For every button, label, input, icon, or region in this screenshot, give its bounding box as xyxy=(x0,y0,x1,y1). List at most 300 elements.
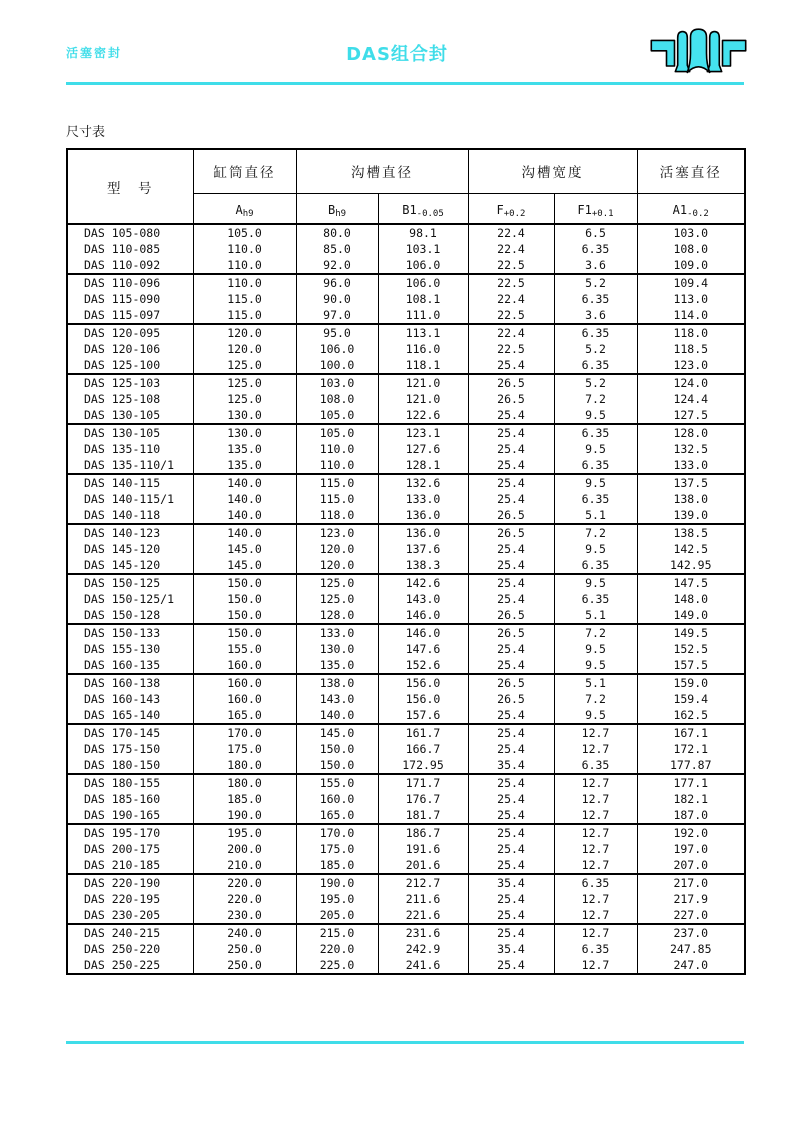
value-cell: 6.35 xyxy=(554,357,637,374)
value-cell: 6.5 xyxy=(554,224,637,241)
value-cell: 175.0 xyxy=(193,741,296,757)
value-cell: 106.0 xyxy=(378,257,468,274)
value-cell: 182.1 xyxy=(637,791,745,807)
value-cell: 25.4 xyxy=(468,807,554,824)
value-cell: 108.0 xyxy=(637,241,745,257)
value-cell: 3.6 xyxy=(554,307,637,324)
table-row xyxy=(67,541,745,557)
value-cell: 145.0 xyxy=(193,541,296,557)
value-cell: 156.0 xyxy=(378,674,468,691)
value-cell: 187.0 xyxy=(637,807,745,824)
table-head xyxy=(67,149,745,224)
value-cell: 186.7 xyxy=(378,824,468,841)
value-cell: 138.3 xyxy=(378,557,468,574)
model-cell: DAS 110-096 xyxy=(67,274,193,291)
sub-header-B xyxy=(296,193,378,224)
table-row xyxy=(67,857,745,874)
value-cell: 9.5 xyxy=(554,407,637,424)
table-row xyxy=(67,757,745,774)
symbol-A1: A1 xyxy=(672,202,688,217)
value-cell: 115.0 xyxy=(296,491,378,507)
col-header-groove-width: 沟槽宽度 xyxy=(468,149,637,193)
value-cell: 5.1 xyxy=(554,674,637,691)
value-cell: 110.0 xyxy=(193,257,296,274)
row-group xyxy=(67,774,745,824)
value-cell: 108.0 xyxy=(296,391,378,407)
value-cell: 85.0 xyxy=(296,241,378,257)
value-cell: 250.0 xyxy=(193,957,296,974)
value-cell: 152.5 xyxy=(637,641,745,657)
value-cell: 165.0 xyxy=(193,707,296,724)
logo-right-flange xyxy=(723,40,746,66)
value-cell: 25.4 xyxy=(468,857,554,874)
value-cell: 9.5 xyxy=(554,574,637,591)
value-cell: 221.6 xyxy=(378,907,468,924)
model-cell: DAS 250-225 xyxy=(67,957,193,974)
value-cell: 110.0 xyxy=(296,441,378,457)
value-cell: 212.7 xyxy=(378,874,468,891)
value-cell: 191.6 xyxy=(378,841,468,857)
value-cell: 177.87 xyxy=(637,757,745,774)
value-cell: 110.0 xyxy=(193,274,296,291)
value-cell: 142.5 xyxy=(637,541,745,557)
value-cell: 26.5 xyxy=(468,624,554,641)
value-cell: 138.0 xyxy=(637,491,745,507)
value-cell: 123.1 xyxy=(378,424,468,441)
value-cell: 9.5 xyxy=(554,707,637,724)
value-cell: 110.0 xyxy=(193,241,296,257)
value-cell: 181.7 xyxy=(378,807,468,824)
model-cell: DAS 140-115/1 xyxy=(67,491,193,507)
table-row xyxy=(67,524,745,541)
header-category-label: 活塞密封 xyxy=(66,46,123,60)
table-header-row-1 xyxy=(67,149,745,193)
value-cell: 247.0 xyxy=(637,957,745,974)
value-cell: 123.0 xyxy=(296,524,378,541)
value-cell: 139.0 xyxy=(637,507,745,524)
value-cell: 12.7 xyxy=(554,857,637,874)
value-cell: 190.0 xyxy=(193,807,296,824)
value-cell: 175.0 xyxy=(296,841,378,857)
value-cell: 136.0 xyxy=(378,524,468,541)
value-cell: 6.35 xyxy=(554,241,637,257)
table-row xyxy=(67,257,745,274)
value-cell: 130.0 xyxy=(296,641,378,657)
value-cell: 195.0 xyxy=(296,891,378,907)
value-cell: 6.35 xyxy=(554,457,637,474)
value-cell: 25.4 xyxy=(468,424,554,441)
value-cell: 125.0 xyxy=(193,391,296,407)
value-cell: 5.2 xyxy=(554,341,637,357)
value-cell: 115.0 xyxy=(193,291,296,307)
value-cell: 171.7 xyxy=(378,774,468,791)
table-row xyxy=(67,307,745,324)
table-row xyxy=(67,674,745,691)
value-cell: 123.0 xyxy=(637,357,745,374)
value-cell: 25.4 xyxy=(468,907,554,924)
table-row xyxy=(67,391,745,407)
row-group xyxy=(67,474,745,524)
model-cell: DAS 140-118 xyxy=(67,507,193,524)
value-cell: 25.4 xyxy=(468,641,554,657)
value-cell: 12.7 xyxy=(554,824,637,841)
table-row xyxy=(67,591,745,607)
model-cell: DAS 115-090 xyxy=(67,291,193,307)
value-cell: 22.4 xyxy=(468,224,554,241)
table-row xyxy=(67,724,745,741)
model-cell: DAS 150-133 xyxy=(67,624,193,641)
sub-header-A1 xyxy=(637,193,745,224)
value-cell: 211.6 xyxy=(378,891,468,907)
value-cell: 9.5 xyxy=(554,657,637,674)
model-cell: DAS 160-138 xyxy=(67,674,193,691)
table-row xyxy=(67,691,745,707)
value-cell: 25.4 xyxy=(468,724,554,741)
value-cell: 103.0 xyxy=(296,374,378,391)
col-header-groove-diameter: 沟槽直径 xyxy=(296,149,468,193)
value-cell: 125.0 xyxy=(296,574,378,591)
value-cell: 98.1 xyxy=(378,224,468,241)
value-cell: 25.4 xyxy=(468,824,554,841)
value-cell: 135.0 xyxy=(193,457,296,474)
value-cell: 150.0 xyxy=(296,741,378,757)
value-cell: 242.9 xyxy=(378,941,468,957)
value-cell: 197.0 xyxy=(637,841,745,857)
table-row xyxy=(67,341,745,357)
value-cell: 121.0 xyxy=(378,374,468,391)
table-row xyxy=(67,707,745,724)
value-cell: 156.0 xyxy=(378,691,468,707)
model-cell: DAS 120-095 xyxy=(67,324,193,341)
value-cell: 26.5 xyxy=(468,391,554,407)
row-group xyxy=(67,624,745,674)
value-cell: 7.2 xyxy=(554,624,637,641)
table-row xyxy=(67,957,745,974)
value-cell: 140.0 xyxy=(193,491,296,507)
value-cell: 146.0 xyxy=(378,624,468,641)
value-cell: 5.1 xyxy=(554,607,637,624)
table-row xyxy=(67,824,745,841)
section-title: 尺寸表 xyxy=(66,125,106,140)
sub-header-A xyxy=(193,193,296,224)
value-cell: 118.5 xyxy=(637,341,745,357)
value-cell: 118.1 xyxy=(378,357,468,374)
value-cell: 105.0 xyxy=(193,224,296,241)
model-cell: DAS 105-080 xyxy=(67,224,193,241)
tolerance-F: +0.2 xyxy=(503,208,526,219)
row-group xyxy=(67,924,745,974)
value-cell: 110.0 xyxy=(296,457,378,474)
value-cell: 150.0 xyxy=(193,624,296,641)
value-cell: 150.0 xyxy=(193,607,296,624)
row-group xyxy=(67,224,745,274)
value-cell: 7.2 xyxy=(554,691,637,707)
value-cell: 120.0 xyxy=(296,557,378,574)
value-cell: 6.35 xyxy=(554,874,637,891)
row-group xyxy=(67,324,745,374)
value-cell: 22.4 xyxy=(468,324,554,341)
value-cell: 145.0 xyxy=(296,724,378,741)
value-cell: 95.0 xyxy=(296,324,378,341)
table-row xyxy=(67,641,745,657)
value-cell: 140.0 xyxy=(296,707,378,724)
value-cell: 240.0 xyxy=(193,924,296,941)
value-cell: 25.4 xyxy=(468,541,554,557)
value-cell: 135.0 xyxy=(296,657,378,674)
value-cell: 26.5 xyxy=(468,607,554,624)
value-cell: 5.2 xyxy=(554,374,637,391)
model-cell: DAS 240-215 xyxy=(67,924,193,941)
table-row xyxy=(67,457,745,474)
row-group xyxy=(67,674,745,724)
value-cell: 155.0 xyxy=(296,774,378,791)
value-cell: 124.0 xyxy=(637,374,745,391)
value-cell: 195.0 xyxy=(193,824,296,841)
model-cell: DAS 145-120 xyxy=(67,557,193,574)
model-cell: DAS 125-103 xyxy=(67,374,193,391)
value-cell: 5.1 xyxy=(554,507,637,524)
model-cell: DAS 155-130 xyxy=(67,641,193,657)
value-cell: 105.0 xyxy=(296,407,378,424)
table-row xyxy=(67,774,745,791)
header-rule xyxy=(66,82,744,85)
value-cell: 161.7 xyxy=(378,724,468,741)
model-cell: DAS 220-190 xyxy=(67,874,193,891)
value-cell: 172.1 xyxy=(637,741,745,757)
value-cell: 12.7 xyxy=(554,957,637,974)
model-cell: DAS 150-125 xyxy=(67,574,193,591)
value-cell: 121.0 xyxy=(378,391,468,407)
value-cell: 241.6 xyxy=(378,957,468,974)
value-cell: 150.0 xyxy=(296,757,378,774)
value-cell: 35.4 xyxy=(468,874,554,891)
col-header-bore-diameter: 缸筒直径 xyxy=(193,149,296,193)
value-cell: 128.0 xyxy=(296,607,378,624)
value-cell: 170.0 xyxy=(193,724,296,741)
model-cell: DAS 190-165 xyxy=(67,807,193,824)
row-group xyxy=(67,574,745,624)
value-cell: 142.6 xyxy=(378,574,468,591)
table-row xyxy=(67,791,745,807)
symbol-B: B xyxy=(327,202,336,217)
value-cell: 160.0 xyxy=(193,657,296,674)
model-cell: DAS 125-100 xyxy=(67,357,193,374)
value-cell: 25.4 xyxy=(468,774,554,791)
model-cell: DAS 125-108 xyxy=(67,391,193,407)
value-cell: 205.0 xyxy=(296,907,378,924)
value-cell: 92.0 xyxy=(296,257,378,274)
logo-left-lip xyxy=(675,32,689,72)
table-row xyxy=(67,374,745,391)
value-cell: 6.35 xyxy=(554,324,637,341)
value-cell: 165.0 xyxy=(296,807,378,824)
value-cell: 180.0 xyxy=(193,774,296,791)
value-cell: 108.1 xyxy=(378,291,468,307)
value-cell: 172.95 xyxy=(378,757,468,774)
value-cell: 118.0 xyxy=(637,324,745,341)
value-cell: 109.4 xyxy=(637,274,745,291)
value-cell: 133.0 xyxy=(296,624,378,641)
value-cell: 9.5 xyxy=(554,541,637,557)
row-group xyxy=(67,524,745,574)
row-group xyxy=(67,824,745,874)
value-cell: 170.0 xyxy=(296,824,378,841)
value-cell: 6.35 xyxy=(554,291,637,307)
model-cell: DAS 140-115 xyxy=(67,474,193,491)
value-cell: 138.5 xyxy=(637,524,745,541)
value-cell: 227.0 xyxy=(637,907,745,924)
model-cell: DAS 180-150 xyxy=(67,757,193,774)
table-row xyxy=(67,474,745,491)
tolerance-F1: +0.1 xyxy=(591,208,614,219)
value-cell: 25.4 xyxy=(468,491,554,507)
value-cell: 106.0 xyxy=(378,274,468,291)
model-cell: DAS 160-135 xyxy=(67,657,193,674)
model-cell: DAS 130-105 xyxy=(67,407,193,424)
value-cell: 137.5 xyxy=(637,474,745,491)
value-cell: 140.0 xyxy=(193,474,296,491)
value-cell: 133.0 xyxy=(378,491,468,507)
row-group xyxy=(67,724,745,774)
value-cell: 118.0 xyxy=(296,507,378,524)
value-cell: 138.0 xyxy=(296,674,378,691)
table-row xyxy=(67,291,745,307)
value-cell: 12.7 xyxy=(554,891,637,907)
value-cell: 100.0 xyxy=(296,357,378,374)
value-cell: 201.6 xyxy=(378,857,468,874)
value-cell: 12.7 xyxy=(554,724,637,741)
value-cell: 5.2 xyxy=(554,274,637,291)
model-cell: DAS 230-205 xyxy=(67,907,193,924)
value-cell: 137.6 xyxy=(378,541,468,557)
value-cell: 26.5 xyxy=(468,524,554,541)
value-cell: 210.0 xyxy=(193,857,296,874)
model-cell: DAS 165-140 xyxy=(67,707,193,724)
row-group xyxy=(67,424,745,474)
value-cell: 220.0 xyxy=(193,891,296,907)
value-cell: 25.4 xyxy=(468,741,554,757)
value-cell: 25.4 xyxy=(468,657,554,674)
model-cell: DAS 130-105 xyxy=(67,424,193,441)
value-cell: 105.0 xyxy=(296,424,378,441)
value-cell: 35.4 xyxy=(468,757,554,774)
tolerance-B1: -0.05 xyxy=(416,208,444,219)
col-header-piston-diameter: 活塞直径 xyxy=(637,149,745,193)
value-cell: 6.35 xyxy=(554,557,637,574)
value-cell: 22.4 xyxy=(468,291,554,307)
value-cell: 106.0 xyxy=(296,341,378,357)
value-cell: 25.4 xyxy=(468,357,554,374)
value-cell: 125.0 xyxy=(193,357,296,374)
value-cell: 190.0 xyxy=(296,874,378,891)
model-cell: DAS 110-092 xyxy=(67,257,193,274)
value-cell: 145.0 xyxy=(193,557,296,574)
value-cell: 136.0 xyxy=(378,507,468,524)
value-cell: 25.4 xyxy=(468,474,554,491)
value-cell: 97.0 xyxy=(296,307,378,324)
value-cell: 185.0 xyxy=(193,791,296,807)
value-cell: 143.0 xyxy=(378,591,468,607)
value-cell: 25.4 xyxy=(468,841,554,857)
value-cell: 96.0 xyxy=(296,274,378,291)
sub-header-F xyxy=(468,193,554,224)
value-cell: 26.5 xyxy=(468,374,554,391)
value-cell: 146.0 xyxy=(378,607,468,624)
table-row xyxy=(67,407,745,424)
value-cell: 22.5 xyxy=(468,307,554,324)
table-row xyxy=(67,507,745,524)
table-row xyxy=(67,807,745,824)
value-cell: 124.4 xyxy=(637,391,745,407)
model-cell: DAS 135-110/1 xyxy=(67,457,193,474)
value-cell: 25.4 xyxy=(468,957,554,974)
logo-left-flange xyxy=(651,40,674,66)
model-cell: DAS 115-097 xyxy=(67,307,193,324)
value-cell: 9.5 xyxy=(554,474,637,491)
value-cell: 103.1 xyxy=(378,241,468,257)
tolerance-B: h9 xyxy=(335,208,347,219)
model-cell: DAS 175-150 xyxy=(67,741,193,757)
value-cell: 149.0 xyxy=(637,607,745,624)
value-cell: 25.4 xyxy=(468,707,554,724)
value-cell: 128.1 xyxy=(378,457,468,474)
table-row xyxy=(67,441,745,457)
table-row xyxy=(67,891,745,907)
model-cell: DAS 120-106 xyxy=(67,341,193,357)
model-cell: DAS 145-120 xyxy=(67,541,193,557)
value-cell: 157.5 xyxy=(637,657,745,674)
value-cell: 230.0 xyxy=(193,907,296,924)
table-row xyxy=(67,607,745,624)
logo-right-lip xyxy=(707,32,721,72)
value-cell: 12.7 xyxy=(554,841,637,857)
value-cell: 215.0 xyxy=(296,924,378,941)
value-cell: 26.5 xyxy=(468,691,554,707)
value-cell: 140.0 xyxy=(193,507,296,524)
model-cell: DAS 250-220 xyxy=(67,941,193,957)
value-cell: 200.0 xyxy=(193,841,296,857)
table-row xyxy=(67,907,745,924)
model-cell: DAS 195-170 xyxy=(67,824,193,841)
value-cell: 160.0 xyxy=(193,691,296,707)
symbol-B1: B1 xyxy=(402,202,417,217)
value-cell: 177.1 xyxy=(637,774,745,791)
value-cell: 12.7 xyxy=(554,807,637,824)
value-cell: 147.5 xyxy=(637,574,745,591)
dimension-table xyxy=(66,148,746,975)
value-cell: 143.0 xyxy=(296,691,378,707)
value-cell: 125.0 xyxy=(193,374,296,391)
value-cell: 159.0 xyxy=(637,674,745,691)
value-cell: 140.0 xyxy=(193,524,296,541)
value-cell: 127.5 xyxy=(637,407,745,424)
value-cell: 25.4 xyxy=(468,791,554,807)
value-cell: 22.4 xyxy=(468,241,554,257)
value-cell: 12.7 xyxy=(554,924,637,941)
value-cell: 6.35 xyxy=(554,591,637,607)
value-cell: 128.0 xyxy=(637,424,745,441)
value-cell: 162.5 xyxy=(637,707,745,724)
table-row xyxy=(67,874,745,891)
value-cell: 132.5 xyxy=(637,441,745,457)
value-cell: 130.0 xyxy=(193,424,296,441)
model-cell: DAS 210-185 xyxy=(67,857,193,874)
value-cell: 3.6 xyxy=(554,257,637,274)
sub-header-B1 xyxy=(378,193,468,224)
value-cell: 157.6 xyxy=(378,707,468,724)
model-cell: DAS 150-128 xyxy=(67,607,193,624)
symbol-F1: F1 xyxy=(577,202,592,217)
